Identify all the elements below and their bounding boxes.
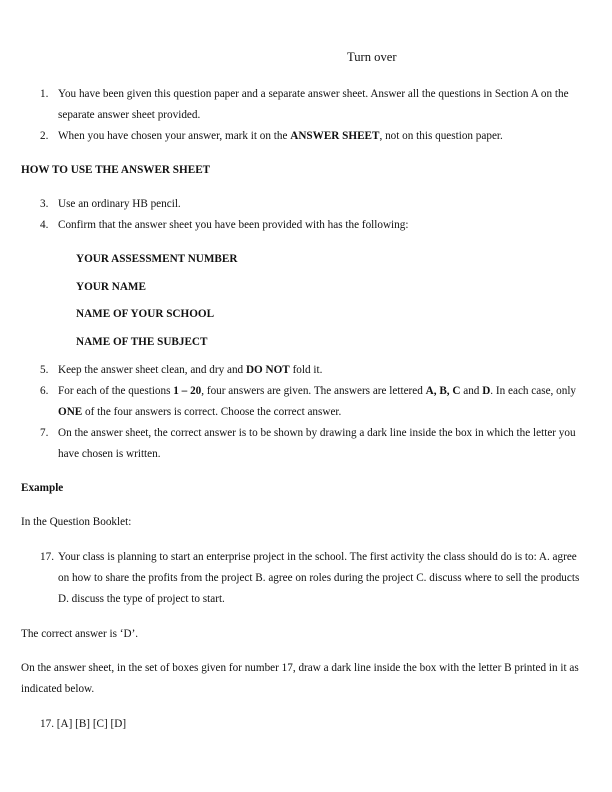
item-text: On the answer sheet, the correct answer is to be shown by drawing a dark line inside the box in which the letter you have chosen is written. <box>58 427 576 460</box>
field-school-name: NAME OF YOUR SCHOOL <box>76 308 215 320</box>
answer-sheet-fields <box>76 246 237 356</box>
item-text: You have been given this question paper and a separate answer sheet. Answer all the questions in Section A on the separate answer sheet provided. <box>58 88 569 121</box>
question-text: Your class is planning to start an enterprise project in the school. The first activity the class should do is to: A. agree on how to share the profits from the project B. agree on roles during the project C. discuss where to sell the products D. discuss the type of project to start. <box>58 551 580 605</box>
item-text: When you have chosen your answer, mark it on the <box>58 130 291 142</box>
item-number: 5. <box>40 364 49 376</box>
field-assessment-number: YOUR ASSESSMENT NUMBER <box>76 253 238 265</box>
instruction-item-3 <box>0 194 612 215</box>
item-text: , four answers are given. The answers are lettered <box>201 385 426 397</box>
instruction-item-5 <box>0 360 612 381</box>
item-number: 6. <box>40 385 49 397</box>
item-text: of the four answers is correct. Choose the correct answer. <box>82 406 342 418</box>
instruction-item-7 <box>0 423 612 465</box>
answer-sheet-row-17: 17. [A] [B] [C] [D] <box>40 718 127 730</box>
item-text-bold: 1 – 20 <box>173 385 202 397</box>
instruction-item-2 <box>0 126 612 147</box>
field-your-name: YOUR NAME <box>76 280 146 293</box>
item-text: , not on this question paper. <box>379 130 503 142</box>
item-text: Use an ordinary HB pencil. <box>58 198 181 210</box>
item-text-bold: DO NOT <box>245 364 290 376</box>
how-to-heading: HOW TO USE THE ANSWER SHEET <box>21 164 211 176</box>
item-text-bold: ONE <box>58 406 83 418</box>
item-text: Confirm that the answer sheet you have been provided with has the following: <box>58 219 409 231</box>
question-number: 17. <box>40 551 54 563</box>
item-number: 7. <box>40 427 49 439</box>
item-text-bold: ANSWER SHEET <box>290 130 380 142</box>
how-to-list <box>0 194 612 236</box>
item-text-bold: A, B, C <box>425 385 461 397</box>
instruction-item-6 <box>0 381 612 423</box>
example-question <box>0 547 612 610</box>
turn-over-label: Turn over <box>347 50 397 64</box>
item-text-bold: D <box>482 385 491 397</box>
item-number: 3. <box>40 198 49 210</box>
more-instructions-list <box>0 360 612 465</box>
instruction-item-4 <box>0 215 612 236</box>
correct-answer-text: The correct answer is ‘D’. <box>21 628 139 640</box>
item-text: Keep the answer sheet clean, and dry and <box>58 364 246 376</box>
intro-instructions-list <box>0 84 612 147</box>
item-number: 2. <box>40 130 49 142</box>
answer-sheet-instruction: On the answer sheet, in the set of boxes given for number 17, draw a dark line inside the box with the letter B printed in it as indicated below. <box>21 662 579 695</box>
item-text: . In each case, only <box>490 385 577 397</box>
instruction-item-1 <box>0 84 612 126</box>
question-booklet-label: In the Question Booklet: <box>21 516 132 528</box>
example-heading: Example <box>21 482 64 494</box>
item-number: 1. <box>40 88 49 100</box>
item-text: fold it. <box>289 364 323 376</box>
field-subject-name: NAME OF THE SUBJECT <box>76 335 208 348</box>
item-text: For each of the questions <box>58 385 174 397</box>
example-question-17 <box>0 547 612 610</box>
item-text: and <box>460 385 483 397</box>
item-number: 4. <box>40 219 49 231</box>
